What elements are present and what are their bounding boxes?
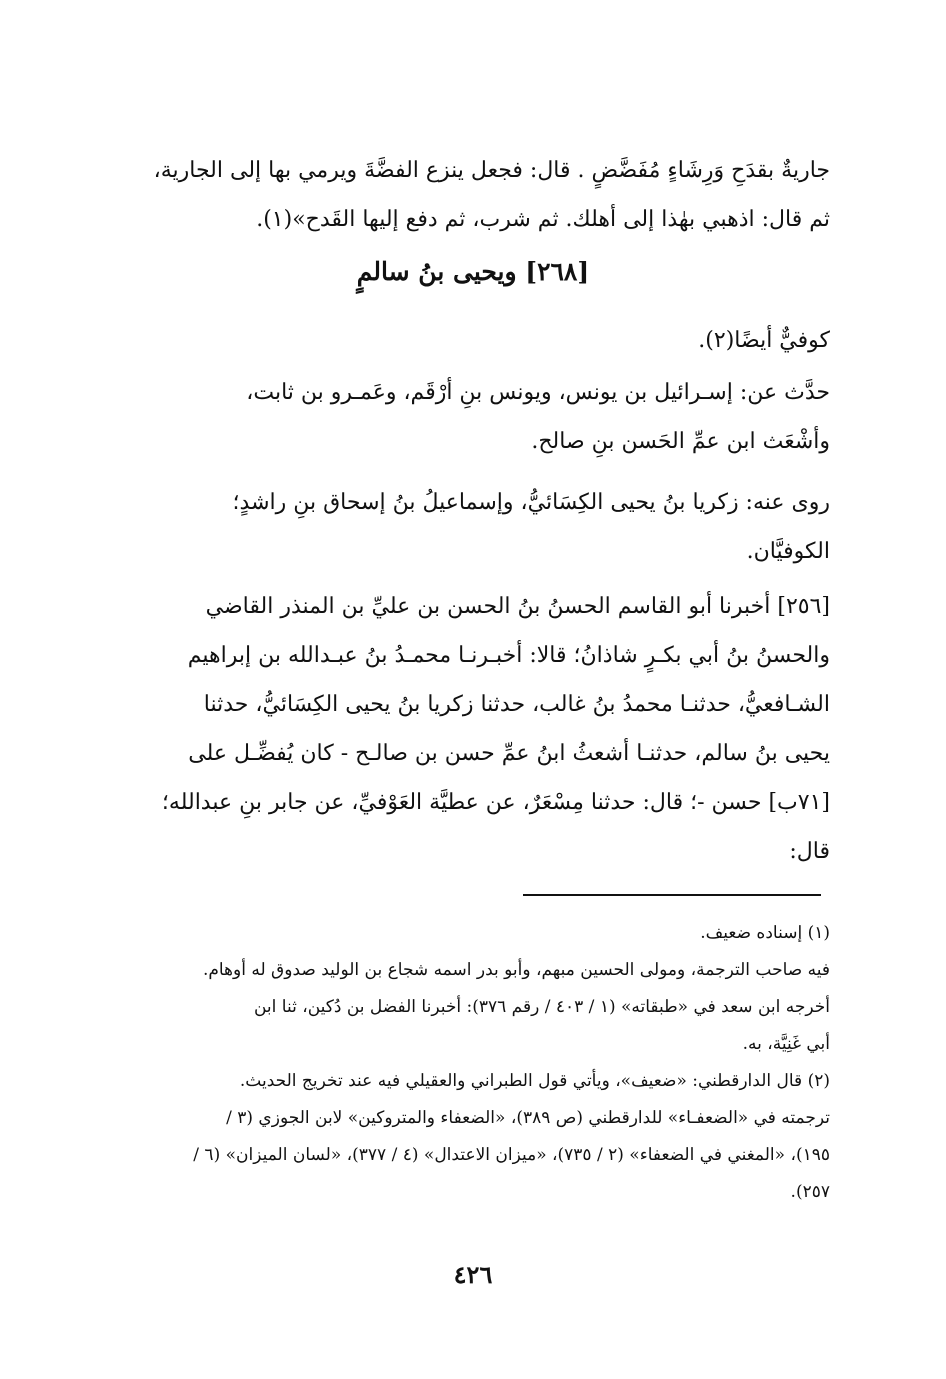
text-line: والحسنُ بنُ أبي بكـرٍ شاذانُ؛ قالا: أخبـرنـا محمـدُ بنُ عبـدالله بن إبراهيم <box>187 643 830 668</box>
entry-heading: [٢٦٨] ويحيى بنُ سالمٍ <box>356 257 590 286</box>
footnotes <box>112 915 830 1211</box>
text-line: حدَّث عن: إسـرائيل بن يونس، ويونس بنِ أرْقَم، وعَمـرو بن ثابت، <box>246 380 830 405</box>
text-line: ثم قال: اذهبي بهٰذا إلى أهلك. ثم شرب، ثم دفع إليها القَدح»(١). <box>256 207 830 232</box>
footnote-separator <box>523 894 821 896</box>
text-line: قال: <box>789 839 830 864</box>
footnote-line: ترجمته في «الضعفـاء» للدارقطني (ص ٣٨٩)، «الضعفاء والمتروكين» لابن الجوزي (٣ / <box>226 1108 830 1128</box>
footnote-line: ٢٥٧). <box>790 1182 830 1202</box>
text-line: كوفيٌّ أيضًا(٢). <box>698 328 830 353</box>
text-line: [٧١ب] حسن -؛ قال: حدثنا مِسْعَرٌ، عن عطيَّة العَوْفيِّ، عن جابر بنِ عبدالله؛ <box>161 790 830 815</box>
footnote-line: أخرجه ابن سعد في «طبقاته» (١ / ٤٠٣ / رقم ٣٧٦): أخبرنا الفضل بن دُكين، ثنا ابن <box>253 997 830 1017</box>
footnote-line: أبي غَنِيَّة، به. <box>742 1034 830 1054</box>
text-line: الشـافعيُّ، حدثنـا محمدُ بنُ غالب، حدثنا زكريا بنُ يحيى الكِسَائيُّ، حدثنا <box>203 692 830 717</box>
narrated-by-paragraph <box>112 478 830 576</box>
text-line: يحيى بنُ سالم، حدثنـا أشعثُ ابنُ عمِّ حسن بن صالـح - كان يُفضِّـل على <box>188 741 830 766</box>
footnote-line: فيه صاحب الترجمة، ومولى الحسين مبهم، وأبو بدر اسمه شجاع بن الوليد صدوق له أوهام. <box>202 960 830 980</box>
hadith-paragraph <box>112 582 830 876</box>
text-line: جاريةٌ بقدَحِ وَرِشَاءٍ مُفَضَّضٍ . قال: فجعل ينزع الفضَّةَ ويرمي بها إلى الجارية، <box>153 158 830 183</box>
footnote-line: ١٩٥)، «المغني في الضعفاء» (٢ / ٧٣٥)، «ميزان الاعتدال» (٤ / ٣٧٧)، «لسان الميزان» (٦ / <box>193 1145 830 1165</box>
text-line: وأشْعَث ابن عمِّ الحَسن بنِ صالح. <box>531 429 830 454</box>
text-line: روى عنه: زكريا بنُ يحيى الكِسَائيُّ، وإسماعيلُ بنُ إسحاق بنِ راشدٍ؛ <box>232 490 830 515</box>
footnote-line: (١) إسناده ضعيف. <box>700 923 830 943</box>
bio-paragraph <box>112 316 830 365</box>
page-number: ٤٢٦ <box>453 1260 493 1289</box>
text-line: الكوفيَّان. <box>746 539 830 564</box>
text-line: [٢٥٦] أخبرنا أبو القاسم الحسنُ بنُ الحسن بن عليِّ بن المنذر القاضي <box>205 594 830 619</box>
intro-paragraph <box>112 146 830 244</box>
narrated-from-paragraph <box>112 368 830 466</box>
footnote-line: (٢) قال الدارقطني: «ضعيف»، ويأتي قول الطبراني والعقيلي فيه عند تخريج الحديث. <box>239 1071 830 1091</box>
